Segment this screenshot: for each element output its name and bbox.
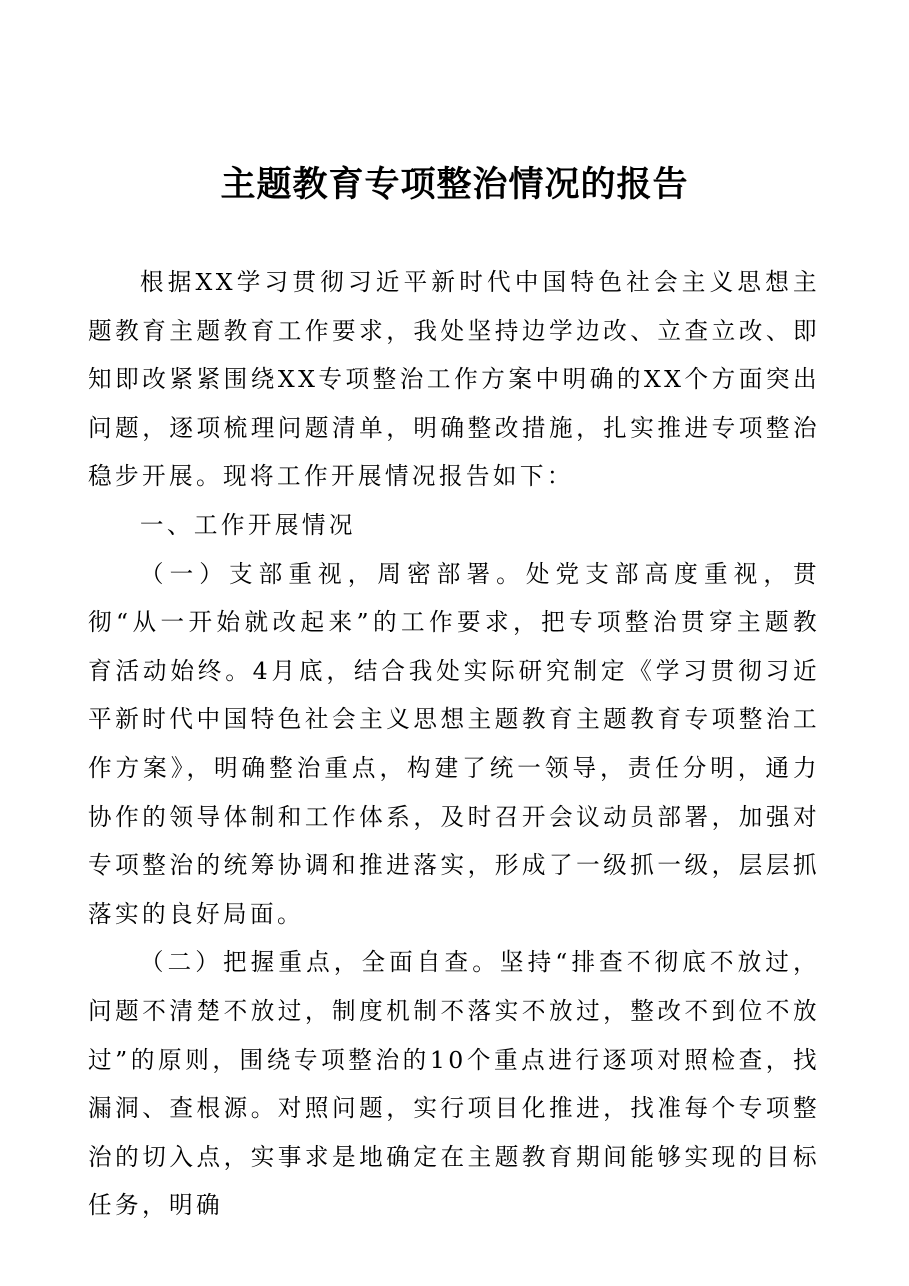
document-title: 主题教育专项整治情况的报告 xyxy=(220,165,689,205)
paragraph-section-1-2: （二）把握重点，全面自查。坚持“排查不彻底不放过，问题不清楚不放过，制度机制不落实不放过，整改不到位不放过”的原则，围绕专项整治的10个重点进行逐项对照检查，找漏洞、查根源。对照问题，实行项目化推进，找准每个专项整治的切入点，实事求是地确定在主题教育期间能够实现的目标任务，明确 xyxy=(88,948,820,1220)
paragraph-section-1-1: （一）支部重视，周密部署。处党支部高度重视，贯彻“从一开始就改起来”的工作要求，把专项整治贯穿主题教育活动始终。4月底，结合我处实际研究制定《学习贯彻习近平新时代中国特色社会主义思想主题教育主题教育专项整治工作方案》，明确整治重点，构建了统一领导，责任分明，通力协作的领导体制和工作体系，及时召开会议动员部署，加强对专项整治的统筹协调和推进落实，形成了一级抓一级，层层抓落实的良好局面。 xyxy=(88,559,820,928)
paragraph-intro: 根据XX学习贯彻习近平新时代中国特色社会主义思想主题教育主题教育工作要求，我处坚持边学边改、立查立改、即知即改紧紧围绕XX专项整治工作方案中明确的XX个方面突出问题，逐项梳理问题清单，明确整改措施，扎实推进专项整治稳步开展。现将工作开展情况报告如下： xyxy=(88,268,820,491)
document-body xyxy=(88,258,820,1230)
section-heading-1: 一、工作开展情况 xyxy=(139,510,356,539)
